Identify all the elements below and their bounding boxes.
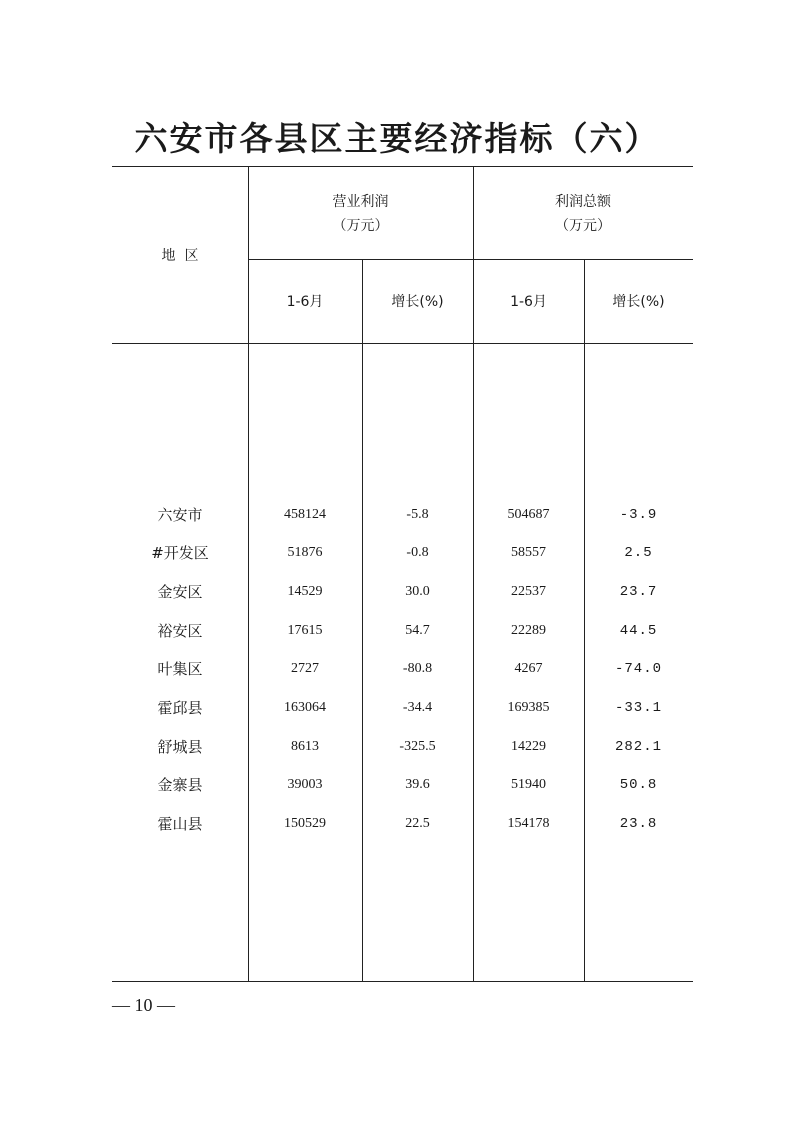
header-operating-profit: 营业利润 [332,194,389,210]
total-growth-cell: 23.7 [619,584,658,600]
header-total-profit-unit: （万元） [555,218,611,234]
total-profit-cell: 154178 [507,816,550,831]
total-growth-cell: -74.0 [614,661,662,677]
column-divider [584,259,585,981]
operating-profit-cell: 51876 [287,545,323,560]
region-cell: 霍山县 [157,815,203,833]
total-profit-cell: 504687 [507,507,550,522]
column-divider [248,166,249,981]
header-bottom-rule [112,343,693,344]
header-operating-profit-unit: （万元） [332,218,389,234]
operating-growth-cell: -0.8 [406,545,429,560]
operating-growth-cell: -5.8 [406,507,429,522]
header-growth: 增长(%) [391,294,444,310]
total-growth-cell: 2.5 [624,545,653,561]
header-period: 1-6月 [510,294,547,310]
operating-growth-cell: -325.5 [399,739,436,754]
operating-profit-cell: 163064 [284,700,326,715]
region-cell: 六安市 [157,506,203,524]
operating-profit-cell: 458124 [284,507,326,522]
operating-profit-cell: 150529 [284,816,326,831]
total-growth-cell: 44.5 [619,623,658,639]
total-profit-cell: 14229 [511,739,546,754]
page-title: 六安市各县区主要经济指标（六） [134,119,660,158]
page-number: — 10 — [112,995,175,1015]
total-profit-cell: 22537 [511,584,546,599]
operating-growth-cell: -80.8 [402,661,433,676]
region-cell: 裕安区 [157,622,203,640]
column-divider [473,166,474,981]
operating-growth-cell: -34.4 [402,700,433,715]
header-period: 1-6月 [286,294,324,310]
region-cell: 舒城县 [157,738,203,756]
operating-growth-cell: 22.5 [405,816,430,831]
total-profit-cell: 51940 [511,777,546,792]
region-cell: 叶集区 [157,660,203,678]
table-bottom-rule [112,981,693,982]
operating-profit-cell: 8613 [291,739,319,754]
operating-profit-cell: 2727 [291,661,319,676]
total-growth-cell: -3.9 [619,507,658,523]
total-profit-cell: 22289 [511,623,546,638]
operating-profit-cell: 17615 [287,623,323,638]
operating-profit-cell: 39003 [287,777,323,792]
table-top-rule [112,166,693,167]
total-profit-cell: 4267 [514,661,543,676]
operating-growth-cell: 54.7 [405,623,430,638]
total-growth-cell: 282.1 [614,739,662,755]
total-profit-cell: 58557 [511,545,546,560]
region-cell: 霍邱县 [157,699,203,717]
operating-growth-cell: 30.0 [405,584,430,599]
header-mid-rule [248,259,693,260]
region-cell: 金安区 [157,583,203,601]
total-profit-cell: 169385 [507,700,550,715]
region-cell: 金寨县 [157,776,203,794]
total-growth-cell: 23.8 [619,816,658,832]
total-growth-cell: 50.8 [619,777,658,793]
header-growth: 增长(%) [612,294,665,310]
header-total-profit: 利润总额 [555,194,611,210]
header-region: 地 区 [161,248,199,264]
column-divider [362,259,363,981]
region-cell: #开发区 [151,544,209,562]
total-growth-cell: -33.1 [614,700,662,716]
operating-profit-cell: 14529 [287,584,323,599]
operating-growth-cell: 39.6 [405,777,430,792]
